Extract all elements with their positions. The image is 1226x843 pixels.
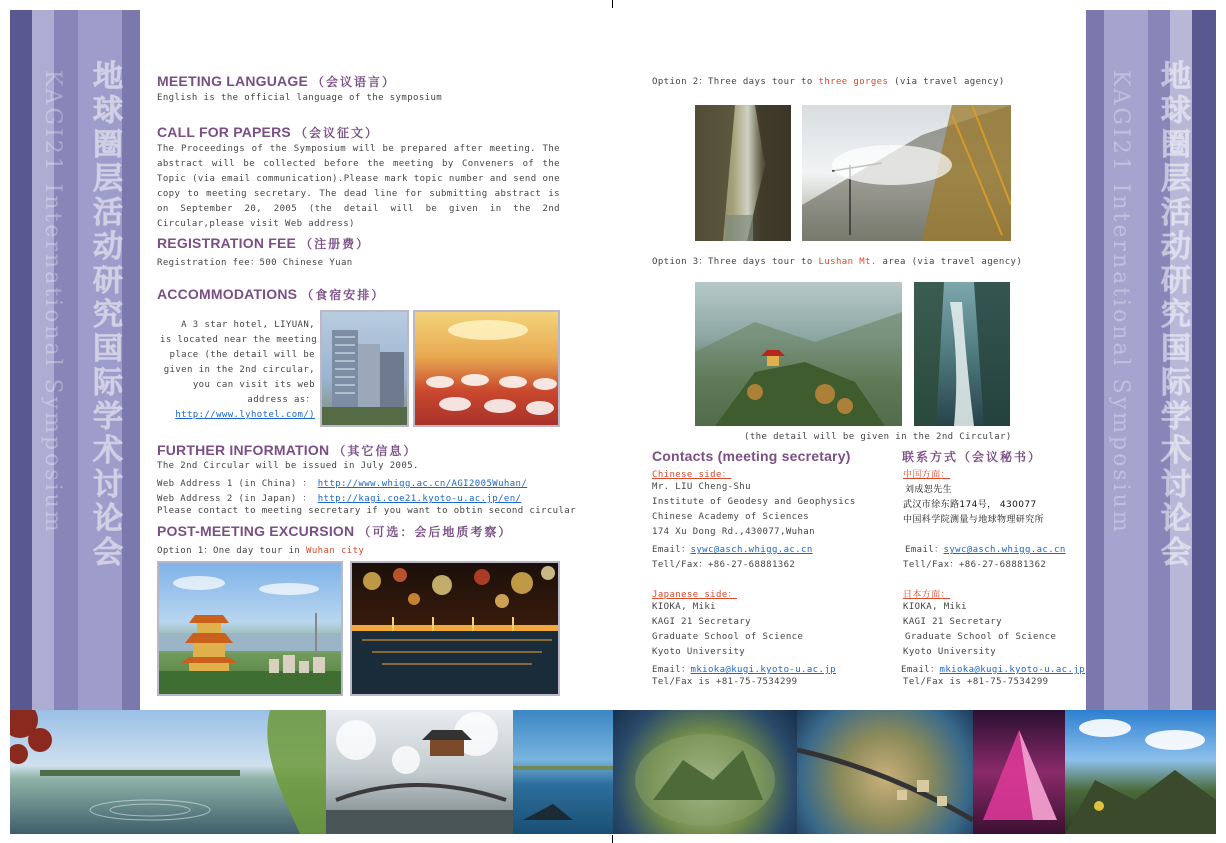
option-place: Wuhan city bbox=[306, 546, 365, 556]
email-link-china[interactable]: sywc@asch.whigg.ac.cn bbox=[690, 545, 813, 555]
contacts-heading-cn: 联系方式（会议秘书） bbox=[902, 450, 1043, 464]
snow-pavilion-photo bbox=[326, 710, 513, 834]
email-label: Email： bbox=[652, 665, 691, 675]
email-link-china-cn[interactable]: sywc@asch.whigg.ac.cn bbox=[943, 545, 1066, 555]
heading-text-cn: （会议语言） bbox=[311, 75, 396, 89]
heading-text: FURTHER INFORMATION bbox=[157, 442, 330, 458]
fisheye-mountain-photo bbox=[613, 710, 797, 834]
banner-english-title: KAGI21 International Symposium bbox=[1108, 70, 1133, 535]
chinese-side-label-cn: 中国方面： bbox=[903, 470, 951, 480]
heading-text: POST-MEETING EXCURSION bbox=[157, 523, 355, 539]
yellow-crane-tower-photo bbox=[157, 561, 343, 696]
contact-line: Kyoto University bbox=[652, 647, 746, 657]
contact-email-row bbox=[652, 662, 836, 675]
text-line: A 3 star hotel, LIYUAN, bbox=[181, 320, 315, 330]
banner-stripe bbox=[1192, 10, 1216, 710]
hotel-link[interactable]: http://www.lyhotel.com/) bbox=[175, 410, 315, 420]
heading-text-cn: （其它信息） bbox=[333, 444, 418, 458]
contact-line: Graduate School of Science bbox=[652, 632, 804, 642]
banner-chinese-title: 地球圈层活动研究国际学术讨论会 bbox=[87, 60, 122, 570]
banner-stripe bbox=[1086, 10, 1104, 710]
japanese-side-label-cn: 日本方面： bbox=[903, 590, 951, 600]
web-address-2 bbox=[157, 491, 521, 504]
call-for-papers-text: The Proceedings of the Symposium will be prepared after meeting. The abstract will be collected before the meeting by Conveners of the Topic (via email communication).Please mark topic number and send one copy to meeting secretary. The dead line for submitting abstract is on September 20, 2005 (the detail will be given in the 2nd Circular,please visit Web address) bbox=[157, 144, 560, 229]
contact-line-cn: 武汉市徐东路174号， 430077 bbox=[903, 500, 1037, 510]
meeting-language-heading bbox=[157, 73, 396, 90]
contact-note: Please contact to meeting secretary if you want to obtin second circular bbox=[157, 506, 576, 516]
pink-tent-photo bbox=[973, 710, 1065, 834]
hotel-building-photo bbox=[320, 310, 409, 427]
excursion-option-1 bbox=[157, 543, 364, 556]
contact-line: KAGI 21 Secretary bbox=[652, 617, 751, 627]
email-link-japan[interactable]: mkioka@kugi.kyoto-u.ac.jp bbox=[690, 665, 836, 675]
text-line: you can visit its web bbox=[192, 380, 315, 390]
contact-line: Chinese Academy of Sciences bbox=[652, 512, 810, 522]
left-banner bbox=[10, 10, 140, 710]
email-label: Email： bbox=[652, 545, 691, 555]
heading-text: REGISTRATION FEE bbox=[157, 235, 297, 251]
option-text: Option 3：Three days tour to bbox=[652, 257, 819, 267]
email-label: Email： bbox=[901, 665, 940, 675]
excursion-option-3 bbox=[652, 254, 1022, 267]
three-gorges-cliff-photo bbox=[695, 105, 791, 241]
registration-fee-heading bbox=[157, 235, 370, 252]
option-text: Option 2：Three days tour to bbox=[652, 77, 819, 87]
registration-fee-text: Registration fee：500 Chinese Yuan bbox=[157, 258, 353, 268]
contact-email-row-cn bbox=[905, 542, 1066, 555]
option-text: (via travel agency) bbox=[888, 77, 1005, 87]
river-boat-photo bbox=[513, 710, 613, 834]
contact-tel-cn: Tell/Fax：+86-27-68881362 bbox=[903, 560, 1047, 570]
contact-line-cn: KAGI 21 Secretary bbox=[903, 617, 1002, 627]
contact-tel-cn: Tel/Fax is +81-75-7534299 bbox=[903, 677, 1049, 687]
contact-line-cn: Kyoto University bbox=[903, 647, 997, 657]
fisheye-bridge-photo bbox=[797, 710, 973, 834]
contact-tel: Tell/Fax：+86-27-68881362 bbox=[652, 560, 796, 570]
contact-line-cn: 中国科学院测量与地球物理研究所 bbox=[903, 515, 1045, 525]
contact-line: KIOKA, Miki bbox=[652, 602, 717, 612]
option-place: Lushan Mt. bbox=[818, 257, 877, 267]
heading-text-cn: （可选：会后地质考察） bbox=[358, 525, 513, 539]
option-place: three gorges bbox=[818, 77, 889, 87]
banner-english-title: KAGI21 International Symposium bbox=[40, 70, 65, 535]
contact-email-row bbox=[652, 542, 813, 555]
web-label: Web Address 1 (in China) ： bbox=[157, 479, 312, 489]
lake-photo bbox=[10, 710, 326, 834]
contact-line: 174 Xu Dong Rd.,430077,Wuhan bbox=[652, 527, 815, 537]
circular-note: The 2nd Circular will be issued in July 2005. bbox=[157, 461, 419, 471]
accommodations-text bbox=[160, 318, 318, 423]
excursion-option-2 bbox=[652, 74, 1005, 87]
email-link-japan-cn[interactable]: mkioka@kugi.kyoto-u.ac.jp bbox=[939, 665, 1085, 675]
web-link-china[interactable]: http://www.whigg.ac.cn/AGI2005Wuhan/ bbox=[317, 479, 528, 489]
contact-line-cn: 刘成恕先生 bbox=[905, 485, 953, 495]
email-label: Email： bbox=[905, 545, 944, 555]
lushan-waterfall-photo bbox=[914, 282, 1010, 426]
excursion-heading bbox=[157, 523, 512, 540]
heading-text-cn: （会议征文） bbox=[294, 126, 379, 140]
meeting-language-text: English is the official language of the symposium bbox=[157, 93, 443, 103]
heading-text: MEETING LANGUAGE bbox=[157, 73, 308, 89]
heading-text-cn: （食宿安排） bbox=[301, 288, 386, 302]
japanese-side-label: Japanese side： bbox=[652, 590, 738, 600]
further-information-heading bbox=[157, 442, 417, 459]
web-address-1 bbox=[157, 476, 527, 489]
chinese-side-label: Chinese side： bbox=[652, 470, 732, 480]
option-text: area (via travel agency) bbox=[876, 257, 1023, 267]
contact-line-cn: KIOKA, Miki bbox=[903, 602, 968, 612]
right-banner bbox=[1086, 10, 1216, 710]
three-gorges-dam-photo bbox=[802, 105, 1011, 241]
heading-text: ACCOMMODATIONS bbox=[157, 286, 298, 302]
text-line: is located near the meeting bbox=[160, 335, 318, 345]
contact-tel: Tel/Fax is +81-75-7534299 bbox=[652, 677, 798, 687]
web-label: Web Address 2 (in Japan) ： bbox=[157, 494, 312, 504]
lushan-pavilion-photo bbox=[695, 282, 902, 426]
contacts-heading: Contacts (meeting secretary) bbox=[652, 448, 851, 464]
contact-line: Mr. LIU Cheng-Shu bbox=[652, 482, 751, 492]
text-line: address as： bbox=[247, 395, 315, 405]
text-line: place (the detail will be bbox=[169, 350, 315, 360]
banner-stripe bbox=[10, 10, 32, 710]
contact-line-cn: Graduate School of Science bbox=[905, 632, 1057, 642]
banquet-hall-photo bbox=[413, 310, 560, 427]
contact-email-row-cn bbox=[901, 662, 1085, 675]
call-for-papers-heading bbox=[157, 124, 379, 141]
heading-text: CALL FOR PAPERS bbox=[157, 124, 291, 140]
contact-line: Institute of Geodesy and Geophysics bbox=[652, 497, 856, 507]
web-link-japan[interactable]: http://kagi.coe21.kyoto-u.ac.jp/en/ bbox=[317, 494, 522, 504]
option-text: Option 1：One day tour in bbox=[157, 546, 307, 556]
excursion-detail-note: (the detail will be given in the 2nd Circular) bbox=[744, 432, 1012, 442]
crop-mark bbox=[612, 835, 613, 843]
crop-mark bbox=[612, 0, 613, 8]
text-line: given in the 2nd circular, bbox=[163, 365, 315, 375]
accommodations-heading bbox=[157, 286, 385, 303]
mountain-sky-photo bbox=[1065, 710, 1216, 834]
banner-chinese-title: 地球圈层活动研究国际学术讨论会 bbox=[1155, 60, 1190, 570]
night-bridge-photo bbox=[350, 561, 560, 696]
heading-text-cn: （注册费） bbox=[300, 237, 371, 251]
